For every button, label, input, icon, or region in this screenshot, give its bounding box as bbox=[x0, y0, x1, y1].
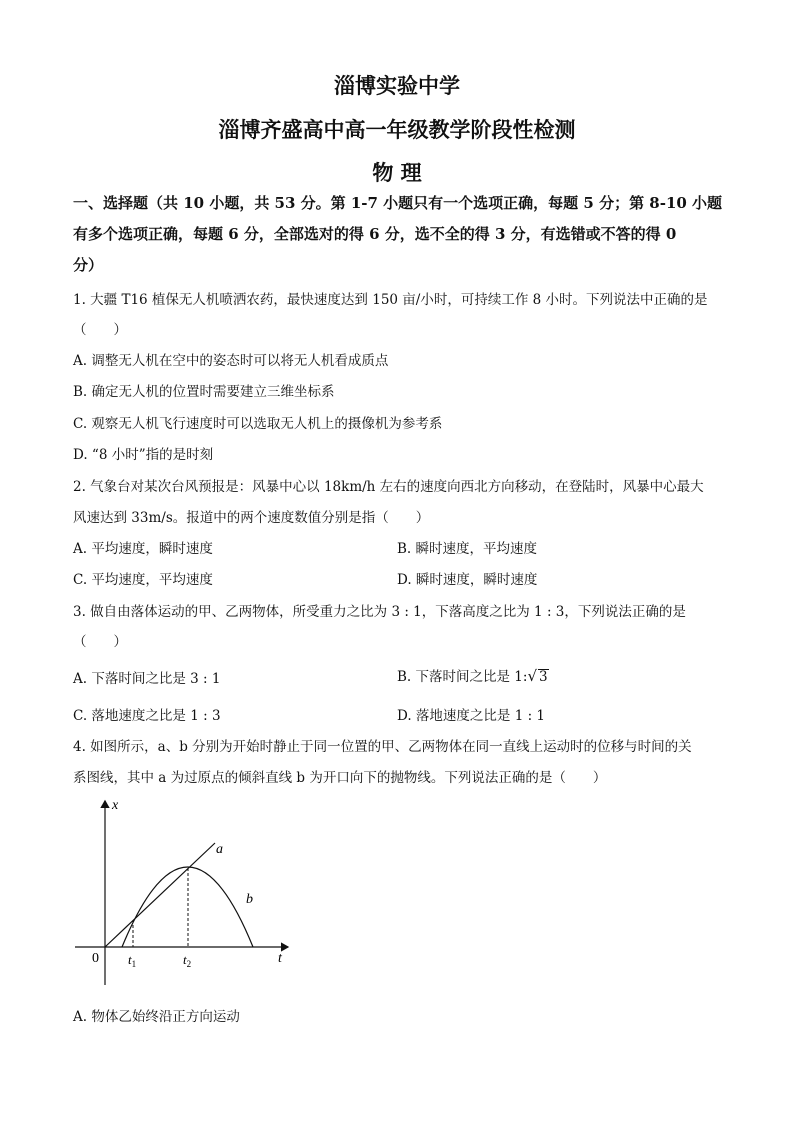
t1-letter: t bbox=[128, 952, 132, 967]
y-axis-label: x bbox=[112, 798, 119, 813]
t2-label bbox=[183, 952, 191, 969]
exam-title: 淄博齐盛高中高一年级教学阶段性检测 bbox=[218, 117, 576, 142]
line-a-label: a bbox=[216, 842, 223, 857]
section-header-line3: 分） bbox=[73, 256, 104, 274]
section-header-line2: 有多个选项正确，每题 6 分，全部选对的得 6 分，选不全的得 3 分，有选错或不答的得 0 bbox=[73, 225, 677, 243]
x-axis-label: t bbox=[278, 951, 282, 966]
line-a bbox=[105, 843, 215, 947]
question-1-option-d: D. “8 小时”指的是时刻 bbox=[73, 447, 214, 463]
question-4-option-a: A. 物体乙始终沿正方向运动 bbox=[73, 1009, 240, 1025]
question-4-stem-line2: 系图线，其中 a 为过原点的倾斜直线 b 为开口向下的抛物线。下列说法正确的是（ ） bbox=[73, 770, 607, 786]
question-3-option-c: C. 落地速度之比是 1 : 3 bbox=[73, 708, 221, 724]
question-2-stem-line2: 风速达到 33m/s。报道中的两个速度数值分别是指（ ） bbox=[73, 510, 430, 526]
subject-title: 物 理 bbox=[372, 160, 422, 185]
displacement-time-graph bbox=[70, 795, 300, 990]
question-1-stem-line2: （ ） bbox=[73, 322, 127, 338]
sqrt-radicand: 3 bbox=[539, 669, 548, 685]
question-3-stem-line1: 3. 做自由落体运动的甲、乙两物体，所受重力之比为 3 : 1，下落高度之比为 1 : 3，下列说法正确的是 bbox=[73, 604, 686, 620]
curve-b-label: b bbox=[246, 892, 253, 907]
question-4-stem-line1: 4. 如图所示，a、b 分别为开始时静止于同一位置的甲、乙两物体在同一直线上运动时的位移与时间的关 bbox=[73, 739, 692, 755]
question-3-option-b bbox=[397, 665, 549, 685]
question-1-option-c: C. 观察无人机飞行速度时可以选取无人机上的摄像机为参考系 bbox=[73, 416, 443, 432]
question-1-option-a: A. 调整无人机在空中的姿态时可以将无人机看成质点 bbox=[73, 353, 389, 369]
question-3-option-b-text: B. 下落时间之比是 1: bbox=[397, 669, 528, 685]
origin-label: 0 bbox=[92, 951, 99, 966]
question-2-stem-line1: 2. 气象台对某次台风预报是：风暴中心以 18km/h 左右的速度向西北方向移动，在登陆时，风暴中心最大 bbox=[73, 479, 704, 495]
question-3-option-d: D. 落地速度之比是 1 : 1 bbox=[397, 708, 546, 724]
sqrt-symbol: √ bbox=[527, 667, 537, 685]
t2-subscript: 2 bbox=[186, 959, 192, 969]
question-3-option-a: A. 下落时间之比是 3 : 1 bbox=[73, 671, 221, 687]
question-1-option-b: B. 确定无人机的位置时需要建立三维坐标系 bbox=[73, 384, 335, 400]
school-title: 淄博实验中学 bbox=[334, 73, 460, 98]
question-1-stem-line1: 1. 大疆 T16 植保无人机喷洒农药，最快速度达到 150 亩/小时，可持续工作 8 小时。下列说法中正确的是 bbox=[73, 292, 708, 308]
t1-label bbox=[128, 952, 136, 969]
question-2-option-d: D. 瞬时速度，瞬时速度 bbox=[397, 572, 538, 588]
question-2-option-a: A. 平均速度，瞬时速度 bbox=[73, 541, 213, 557]
question-3-stem-line2: （ ） bbox=[73, 634, 127, 650]
question-2-option-c: C. 平均速度，平均速度 bbox=[73, 572, 213, 588]
t2-letter: t bbox=[183, 952, 187, 967]
question-2-option-b: B. 瞬时速度，平均速度 bbox=[397, 541, 538, 557]
t1-subscript: 1 bbox=[131, 959, 137, 969]
section-header-line1: 一、选择题（共 10 小题，共 53 分。第 1-7 小题只有一个选项正确，每题 5 分；第 8-10 小题 bbox=[73, 194, 723, 212]
